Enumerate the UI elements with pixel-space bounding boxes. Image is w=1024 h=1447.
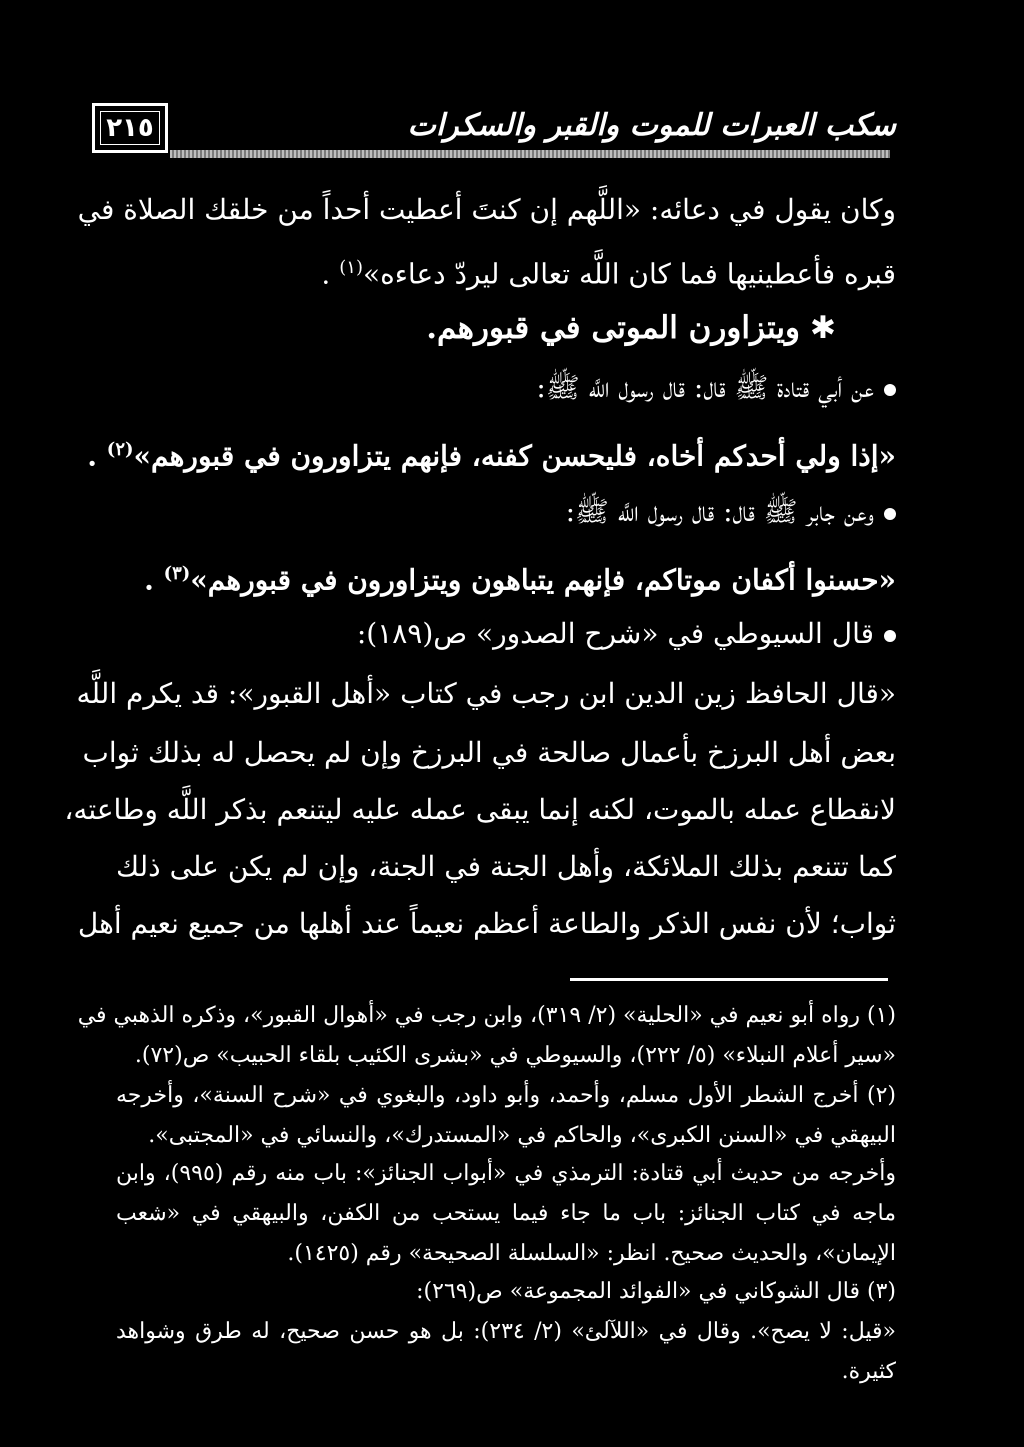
paragraph-line-5: ثواب؛ لأن نفس الذكر والطاعة أعظم نعيماً عند أهلها من جميع نعيم أهل (77, 907, 896, 940)
bullet-icon (884, 384, 896, 396)
footnote-2-line-1: (٢) أخرج الشطر الأول مسلم، وأحمد، وأبو داود، والبغوي في «شرح السنة»، وأخرجه (116, 1083, 896, 1108)
footnote-2-line-2: البيهقي في «السنن الكبرى»، والحاكم في «المستدرك»، والنسائي في «المجتبى». (148, 1123, 896, 1148)
bullet-icon (884, 630, 896, 642)
footnote-ref-2: (٢) (106, 439, 134, 460)
hadith-1-intro-text: عن أبي قتادة ﷺ قال: قال رسول اللَّه ﷺ: (536, 371, 874, 404)
suyuti-intro-text: قال السيوطي في «شرح الصدور» ص(١٨٩): (356, 617, 874, 650)
footnote-2-line-4: ماجه في كتاب الجنائز: باب ما جاء فيما يستحب من الكفن، والبيهقي في «شعب (116, 1201, 896, 1226)
hadith-2-intro (116, 492, 896, 532)
paragraph-line-1: «قال الحافظ زين الدين ابن رجب في كتاب «أهل القبور»: قد يكرم اللَّه (76, 677, 896, 710)
hadith-1-text: «إذا ولي أحدكم أخاه، فليحسن كفنه، فإنهم يتزاورون في قبورهم»$^{(٢)}$ . (87, 439, 896, 473)
body-line-2: قبره فأعطينيها فما كان اللَّه تعالى ليردّ دعاءه»$^{(١)}$ . (321, 257, 896, 291)
page-number-box (92, 103, 168, 153)
section-heading (56, 308, 836, 348)
paragraph-line-4: كما تتنعم بذلك الملائكة، وأهل الجنة في الجنة، وإن لم يكن على ذلك (116, 850, 896, 883)
footnote-1-line-1: (١) رواه أبو نعيم في «الحلية» (٢/ ٣١٩)، وابن رجب في «أهوال القبور»، وذكره الذهبي في (77, 1003, 896, 1028)
footnote-3-line-3: كثيرة. (841, 1359, 896, 1384)
hadith-1-intro (116, 368, 896, 408)
hadith-1-quote: «إذا ولي أحدكم أخاه، فليحسن كفنه، فإنهم يتزاورون في قبورهم» (133, 439, 896, 473)
hadith-2-intro-text: وعن جابر ﷺ قال: قال رسول اللَّه ﷺ: (565, 495, 874, 528)
running-title: سكب العبرات للموت والقبر والسكرات (407, 108, 896, 143)
suyuti-intro (116, 614, 896, 654)
hadith-2-quote: «حسنوا أكفان موتاكم، فإنهم يتباهون ويتزاورون في قبورهم» (190, 563, 896, 597)
footnote-2-line-3: وأخرجه من حديث أبي قتادة: الترمذي في «أبواب الجنائز»: باب منه رقم (٩٩٥)، وابن (116, 1161, 896, 1186)
page-number: ٢١٥ (106, 113, 154, 143)
footnote-3-line-1: (٣) قال الشوكاني في «الفوائد المجموعة» ص(٢٦٩): (416, 1279, 896, 1304)
footnote-ref-3: (٣) (163, 563, 191, 584)
body-line-2-text: قبره فأعطينيها فما كان اللَّه تعالى ليردّ دعاءه» (362, 257, 896, 291)
footnote-divider (570, 978, 888, 981)
paragraph-line-2: بعض أهل البرزخ بأعمال صالحة في البرزخ وإن لم يحصل له بذلك ثواب (82, 736, 896, 769)
section-heading-text: ويتزاورن الموتى في قبورهم. (426, 310, 801, 346)
footnote-1-line-2: «سير أعلام النبلاء» (٥/ ٢٢٢)، والسيوطي في «بشرى الكئيب بلقاء الحبيب» ص(٧٢). (134, 1043, 896, 1068)
asterisk-icon: ✱ (810, 310, 836, 346)
footnote-2-line-5: الإيمان»، والحديث صحيح. انظر: «السلسلة الصحيحة» رقم (١٤٢٥). (287, 1241, 896, 1266)
body-line-1: وكان يقول في دعائه: «اللَّهم إن كنتَ أعطيت أحداً من خلقك الصلاة في (77, 193, 896, 226)
paragraph-line-3: لانقطاع عمله بالموت، لكنه إنما يبقى عمله عليه ليتنعم بذكر اللَّه وطاعته، (64, 793, 896, 826)
footnote-ref-1: (١) (339, 257, 363, 278)
hadith-2-text: «حسنوا أكفان موتاكم، فإنهم يتباهون ويتزاورون في قبورهم»$^{(٣)}$ . (144, 563, 896, 597)
header-rule (170, 150, 890, 158)
bullet-icon (884, 508, 896, 520)
footnote-3-line-2: «قيل: لا يصح». وقال في «اللآلئ» (٢/ ٢٣٤): بل هو حسن صحيح، له طرق وشواهد (116, 1319, 896, 1344)
